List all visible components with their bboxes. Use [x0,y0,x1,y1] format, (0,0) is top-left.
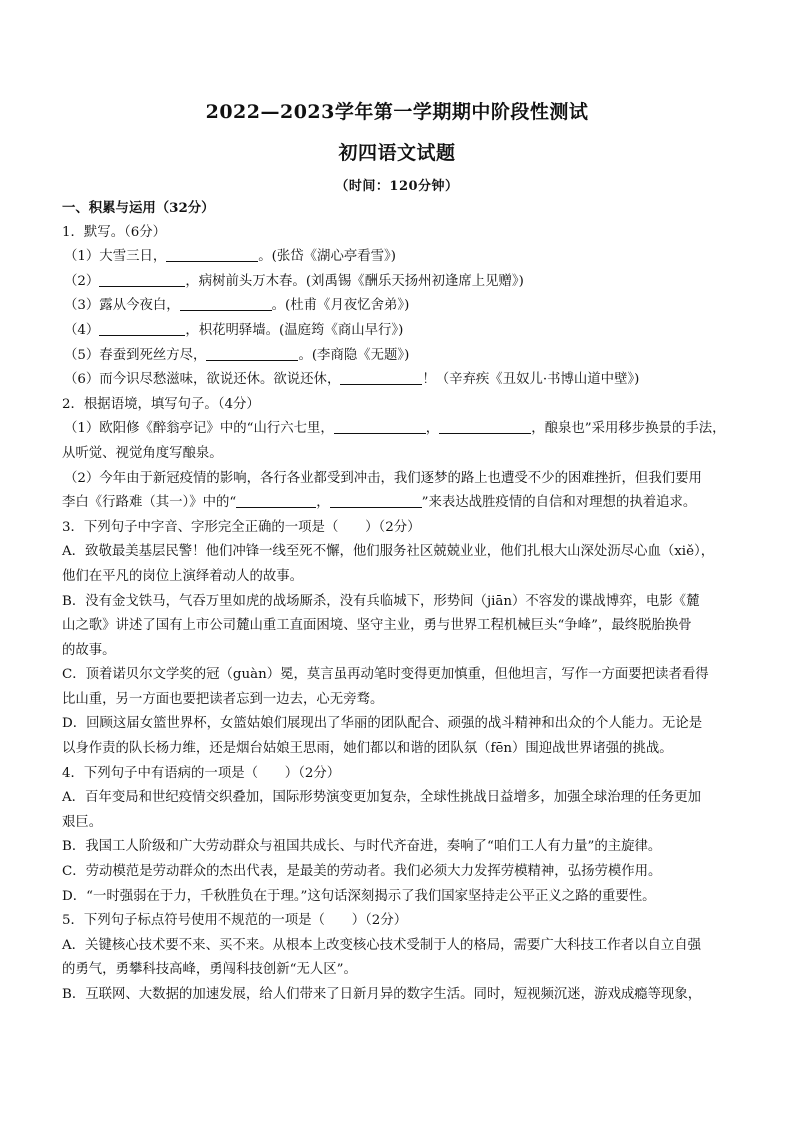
q4-option-a-cont: 艰巨。 [62,814,103,830]
question-4-stem: 4．下列句子中有语病的一项是（ ）（2分） [62,765,341,781]
q1-item-5: （5）春蚕到死丝方尽， 。(李商隐《无题》) [62,344,738,369]
q3-option-d: D．回顾这届女篮世界杯，女篮姑娘们展现出了华丽的团队配合、顽强的战斗精神和出众的个人能力。无论是 [62,716,703,732]
q5-option-a-cont: 的勇气，勇攀科技高峰，勇闯科技创新“无人区”。 [62,962,357,978]
question-1-stem: 1．默写。（6分） [62,224,167,240]
q3-option-b: B．没有金戈铁马，气吞万里如虎的战场厮杀，没有兵临城下，形势间（jiān）不容发的谍战博弈，电影《麓 [62,593,700,609]
q3-option-c: C．顶着诺贝尔文学奖的冠（guàn）冕，莫言虽再动笔时变得更加慎重，但他坦言，写作一方面要把读者看得 [62,667,709,683]
answer-blank[interactable] [180,295,272,311]
q1-item-6: （6）而今识尽愁滋味，欲说还休。欲说还休， ！（辛弃疾《丑奴儿·书博山道中壁》) [62,368,738,393]
q4-option-d: D．“一时强弱在于力，千秋胜负在于理。”这句话深刻揭示了我们国家坚持走公平正义之路的重要性。 [62,888,656,904]
answer-blank[interactable] [99,271,185,287]
q4-option-a: A．百年变局和世纪疫情交织叠加，国际形势演变更加复杂，全球性挑战日益增多，加强全球治理的任务更加 [62,790,702,806]
q3-option-b-cont: 山之歌》讲述了国有上市公司麓山重工直面困境、坚守主业，勇与世界工程机械巨头“争峰”，最终脱胎换骨 [62,618,692,634]
q1-item-4: （4） ，枳花明驿墙。(温庭筠《商山早行》) [62,319,738,344]
answer-blank[interactable] [166,246,258,262]
answer-blank[interactable] [439,418,531,434]
q5-option-a: A．关键核心技术要不来、买不来。从根本上改变核心技术受制于人的格局，需要广大科技工作者以自立自强 [62,937,702,953]
q2-part-2-line-2: 李白《行路难（其一）》中的“ ， ”来表达战胜疫情的自信和对理想的执着追求。 [62,491,738,516]
q5-option-b: B．互联网、大数据的加速发展，给人们带来了日新月异的数字生活。同时，短视频沉迷，游戏成瘾等现象， [62,987,702,1002]
q3-option-a-cont: 他们在平凡的岗位上演绎着动人的故事。 [62,568,304,584]
answer-blank[interactable] [334,418,426,434]
exam-subtitle: 初四语文试题 [338,142,456,164]
exam-time: （时间：120分钟） [335,179,459,194]
q1-item-1: （1）大雪三日， 。(张岱《湖心亭看雪》) [62,245,738,270]
q2-part-2-line-1: （2）今年由于新冠疫情的影响，各行各业都受到冲击，我们逐梦的路上也遭受不少的困难挫折，但我们要用 [64,470,702,486]
q3-option-c-cont: 比山重，另一方面也要把读者忘到一边去，心无旁骛。 [62,691,384,707]
exam-title: 2022—2023学年第一学期期中阶段性测试 [205,101,589,123]
q3-option-d-cont: 以身作责的队长杨力维，还是烟台姑娘王思雨，她们都以和谐的团队氛（fēn）围迎战世界诸强的挑战。 [62,741,673,757]
question-5-stem: 5．下列句子标点符号使用不规范的一项是（ ）（2分） [62,913,408,929]
q4-option-b: B．我国工人阶级和广大劳动群众与祖国共成长、与时代齐奋进，奏响了“咱们工人有力量”的主旋律。 [62,839,662,855]
q3-option-b-cont: 的故事。 [62,642,116,658]
question-3-stem: 3．下列句子中字音、字形完全正确的一项是（ ）（2分） [62,519,421,535]
q3-option-a: A．致敬最美基层民警！他们冲锋一线至死不懈，他们服务社区兢兢业业，他们扎根大山深处沥尽心血（xiě）， [62,544,715,560]
section-heading: 一、积累与运用（32分） [62,200,215,216]
q2-part-1: （1）欧阳修《醉翁亭记》中的“山行六七里， ， ，酿泉也”采用移步换景的手法， [62,417,738,442]
q1-item-3: （3）露从今夜白， 。(杜甫《月夜忆舍弟》) [62,294,738,319]
exam-content [62,196,738,1008]
answer-blank[interactable] [236,492,316,508]
answer-blank[interactable] [206,345,298,361]
answer-blank[interactable] [99,320,185,336]
q1-item-2: （2） ，病树前头万木春。(刘禹锡《酬乐天扬州初逢席上见赠》) [62,270,738,295]
answer-blank[interactable] [340,369,422,385]
q2-part-1-line-2: 从听觉、视觉角度写酿泉。 [62,445,223,461]
question-2-stem: 2．根据语境，填写句子。（4分） [62,396,260,412]
q4-option-c: C．劳动模范是劳动群众的杰出代表，是最美的劳动者。我们必须大力发挥劳模精神，弘扬劳模作用。 [62,864,662,880]
answer-blank[interactable] [330,492,422,508]
